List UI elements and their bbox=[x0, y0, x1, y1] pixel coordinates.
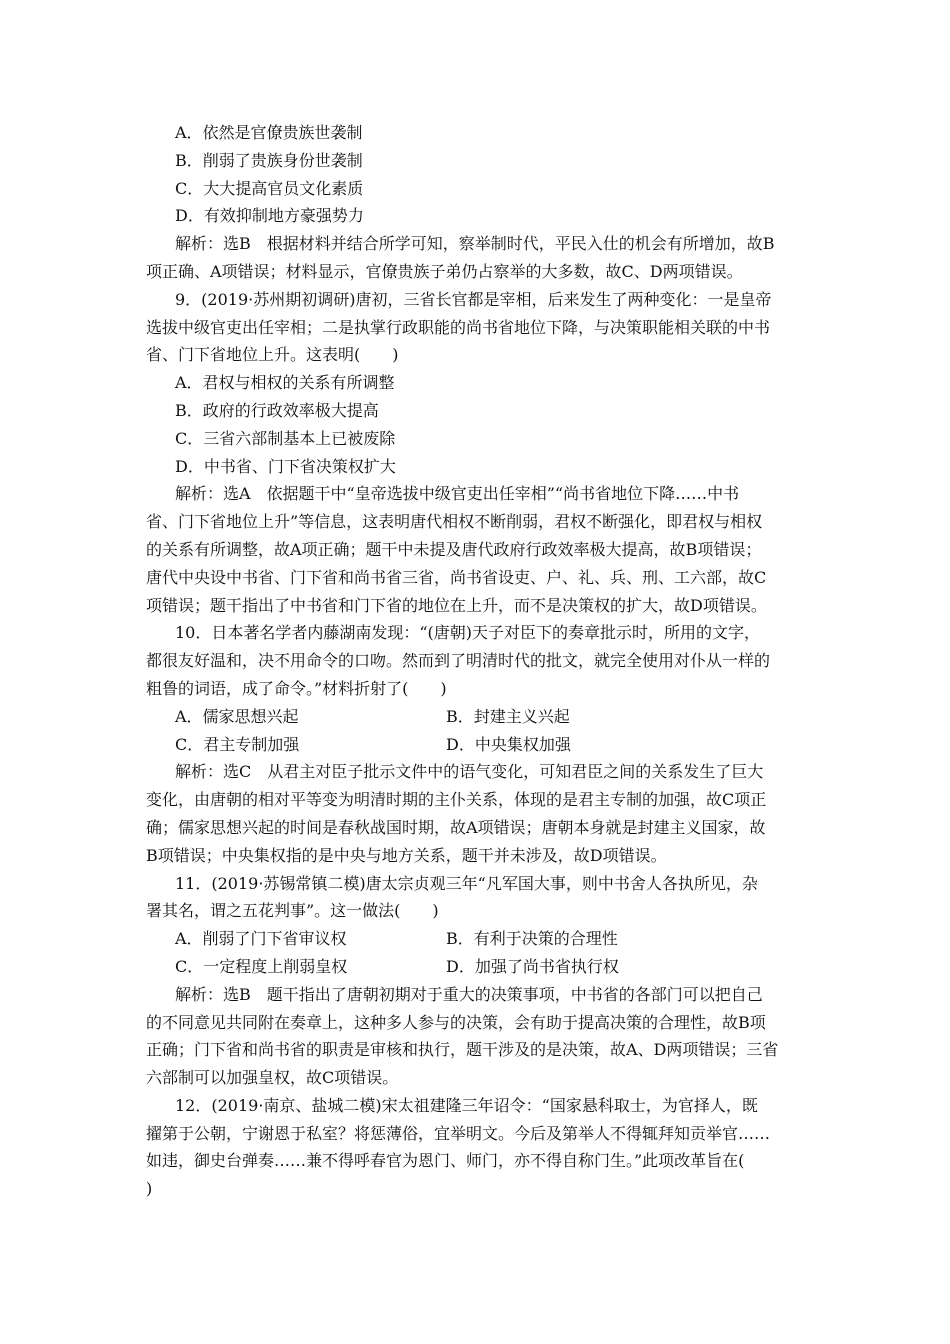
q10-analysis-line: 解析：选C 从君主对臣子批示文件中的语气变化，可知君臣之间的关系发生了巨大 bbox=[175, 762, 764, 782]
q8-analysis-line: 解析：选B 根据材料并结合所学可知，察举制时代，平民入仕的机会有所增加，故B bbox=[175, 234, 775, 254]
q9-option-b: B．政府的行政效率极大提高 bbox=[175, 400, 379, 420]
document-body bbox=[146, 119, 806, 1203]
q10-option-b: B．封建主义兴起 bbox=[446, 706, 570, 726]
q12-stem-line: 如违，御史台弹奏……兼不得呼春官为恩门、师门，亦不得自称门生。”此项改革旨在( bbox=[146, 1151, 745, 1171]
q11-options-row bbox=[146, 925, 806, 953]
q12-stem-line: 擢第于公朝，宁谢恩于私室？将惩薄俗，宜举明文。今后及第举人不得辄拜知贡举官…… bbox=[146, 1123, 771, 1143]
q8-option-c: C．大大提高官员文化素质 bbox=[175, 178, 364, 198]
q11-analysis-line: 六部制可以加强皇权，故C项错误。 bbox=[146, 1068, 399, 1088]
q9-analysis-line: 项错误；题干指出了中书省和门下省的地位在上升，而不是决策权的扩大，故D项错误。 bbox=[146, 595, 767, 615]
q11-option-c: C．一定程度上削弱皇权 bbox=[175, 956, 348, 976]
q11-analysis-line: 解析：选B 题干指出了唐朝初期对于重大的决策事项，中书省的各部门可以把自己 bbox=[175, 984, 763, 1004]
q10-stem-line: 粗鲁的词语，成了命令。”材料折射了( ) bbox=[146, 678, 447, 698]
q9-analysis-line: 唐代中央设中书省、门下省和尚书省三省，尚书省设吏、户、礼、兵、刑、工六部，故C bbox=[146, 567, 767, 587]
q10-stem-line: 10．日本著名学者内藤湖南发现：“(唐朝)天子对臣下的奏章批示时，所用的文字， bbox=[175, 623, 761, 643]
q9-analysis-line: 省、门下省地位上升”等信息，这表明唐代相权不断削弱，君权不断强化，即君权与相权 bbox=[146, 512, 763, 532]
q11-option-b: B．有利于决策的合理性 bbox=[446, 929, 618, 949]
q10-option-d: D．中央集权加强 bbox=[446, 734, 571, 754]
q11-stem-line: 署其名，谓之五花判事”。这一做法( ) bbox=[146, 901, 439, 921]
q10-analysis-line: 确；儒家思想兴起的时间是春秋战国时期，故A项错误；唐朝本身就是封建主义国家，故 bbox=[146, 817, 766, 837]
q11-option-d: D．加强了尚书省执行权 bbox=[446, 956, 619, 976]
q9-stem-line: 省、门下省地位上升。这表明( ) bbox=[146, 345, 399, 365]
q9-stem-line: 9．(2019·苏州期初调研)唐初，三省长官都是宰相，后来发生了两种变化：一是皇帝 bbox=[175, 289, 772, 309]
q9-analysis-line: 的关系有所调整，故A项正确；题干中未提及唐代政府行政效率极大提高，故B项错误； bbox=[146, 539, 762, 559]
q10-option-a: A．儒家思想兴起 bbox=[175, 706, 299, 726]
q11-option-a: A．削弱了门下省审议权 bbox=[175, 929, 347, 949]
q9-stem-line: 选拔中级官吏出任宰相；二是执掌行政职能的尚书省地位下降，与决策职能相关联的中书 bbox=[146, 317, 771, 337]
q8-option-b: B．削弱了贵族身份世袭制 bbox=[175, 150, 363, 170]
q10-option-c: C．君主专制加强 bbox=[175, 734, 300, 754]
q12-stem-line: ) bbox=[146, 1179, 153, 1199]
q10-options-row bbox=[146, 703, 806, 731]
q9-option-d: D．中书省、门下省决策权扩大 bbox=[175, 456, 396, 476]
q8-option-a: A．依然是官僚贵族世袭制 bbox=[175, 123, 363, 142]
q8-analysis-line: 项正确、A项错误；材料显示，官僚贵族子弟仍占察举的大多数，故C、D两项错误。 bbox=[146, 261, 743, 281]
q12-stem-line: 12．(2019·南京、盐城二模)宋太祖建隆三年诏令：“国家悬科取士，为官择人，既 bbox=[175, 1095, 758, 1115]
q10-stem-line: 都很友好温和，决不用命令的口吻。然而到了明清时代的批文，就完全使用对仆从一样的 bbox=[146, 651, 771, 671]
q9-option-a: A．君权与相权的关系有所调整 bbox=[175, 373, 395, 393]
q9-option-c: C．三省六部制基本上已被废除 bbox=[175, 428, 396, 448]
q9-analysis-line: 解析：选A 依据题干中“皇帝选拔中级官吏出任宰相”“尚书省地位下降……中书 bbox=[175, 484, 740, 504]
q11-analysis-line: 的不同意见共同附在奏章上，这种多人参与的决策，会有助于提高决策的合理性，故B项 bbox=[146, 1012, 766, 1032]
q10-options-row bbox=[146, 731, 806, 759]
q11-options-row bbox=[146, 953, 806, 981]
q10-analysis-line: 变化，由唐朝的相对平等变为明清时期的主仆关系，体现的是君主专制的加强，故C项正 bbox=[146, 790, 767, 810]
q10-analysis-line: B项错误；中央集权指的是中央与地方关系，题干并未涉及，故D项错误。 bbox=[146, 845, 667, 865]
q8-option-d: D．有效抑制地方豪强势力 bbox=[175, 206, 364, 226]
q11-stem-line: 11．(2019·苏锡常镇二模)唐太宗贞观三年“凡军国大事，则中书舍人各执所见，杂 bbox=[175, 873, 758, 893]
q11-analysis-line: 正确；门下省和尚书省的职责是审核和执行，题干涉及的是决策，故A、D两项错误；三省 bbox=[146, 1040, 779, 1060]
